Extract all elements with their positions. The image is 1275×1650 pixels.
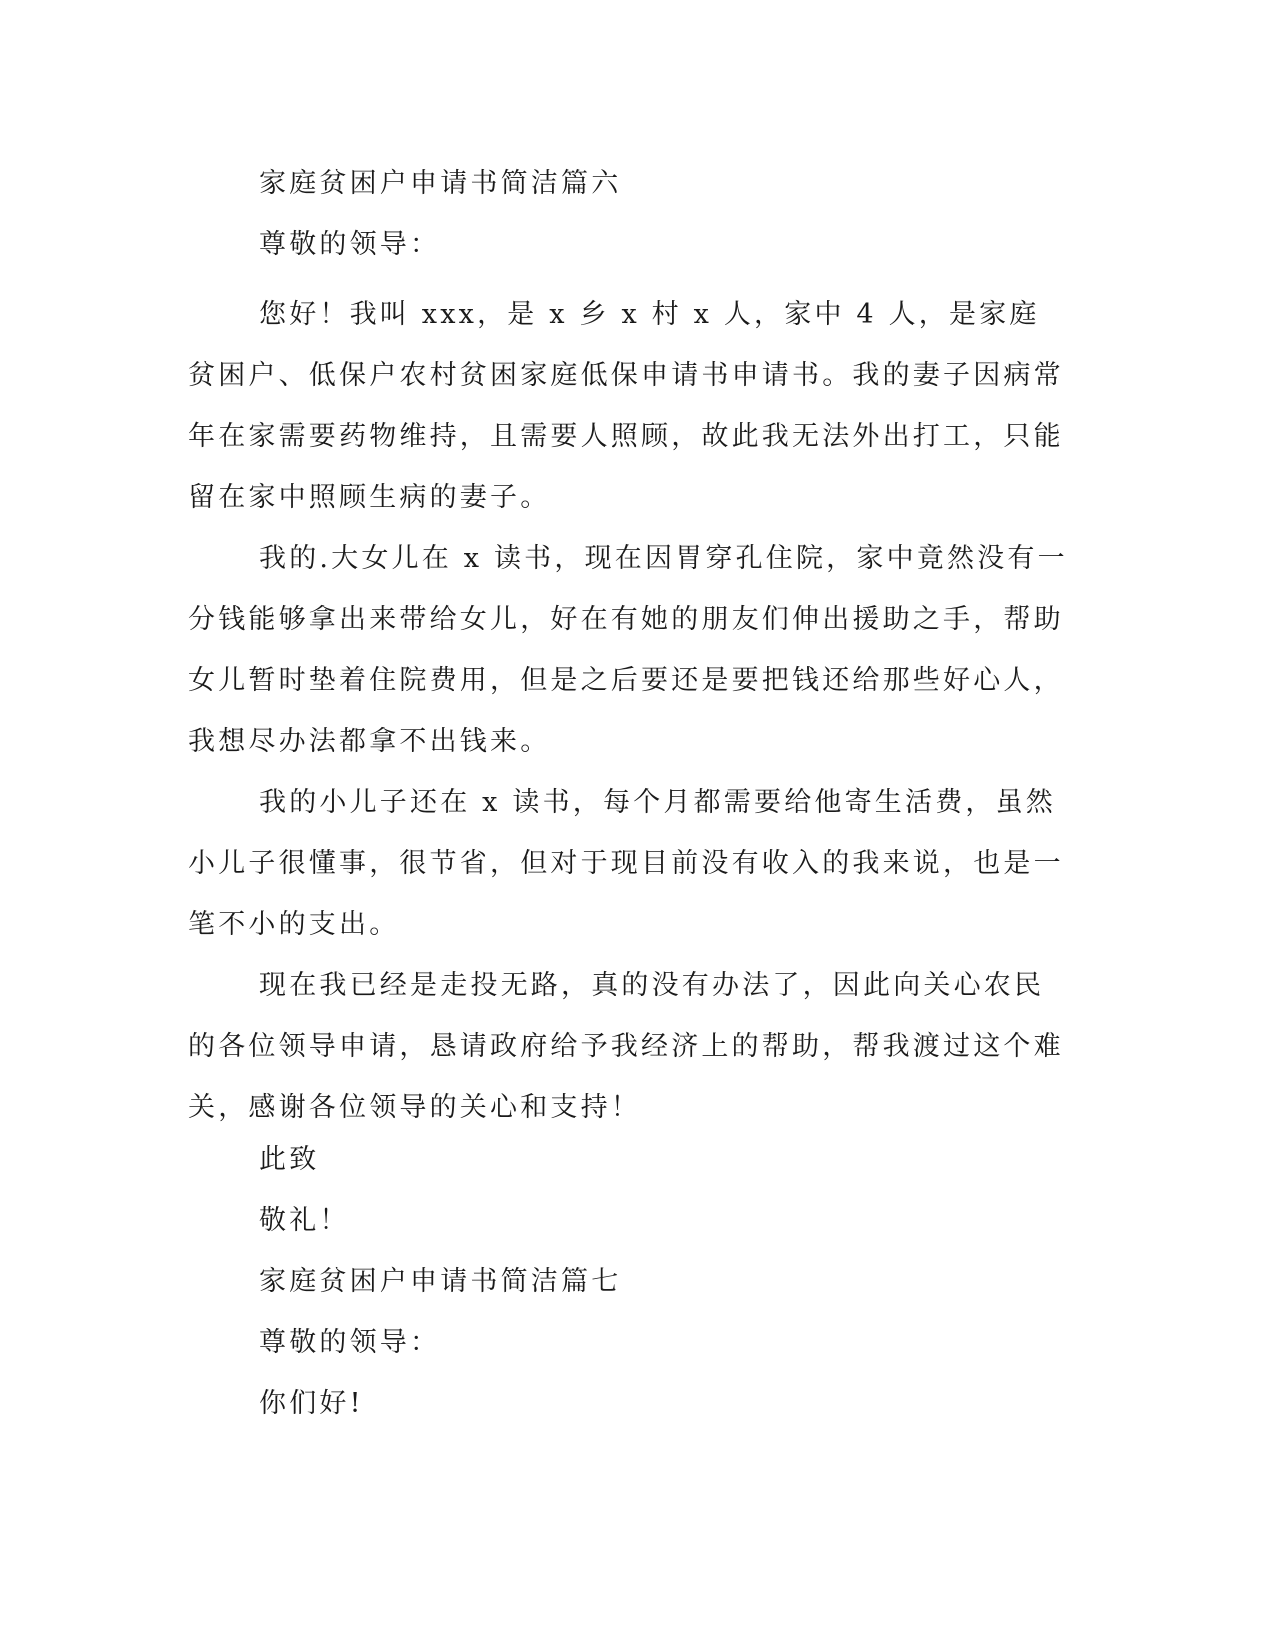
salutation-6: 尊敬的领导： xyxy=(259,229,441,260)
closing-ci-zhi: 此致 xyxy=(259,1144,320,1175)
paragraph-2: 我的.大女儿在 x 读书，现在因胃穿孔住院，家中竟然没有一分钱能够拿出来带给女儿，好在有她的朋友们伸出援助之手，帮助女儿暂时垫着住院费用，但是之后要还是要把钱还给那些好心人，我想尽办法都拿不出钱来。 xyxy=(188,543,1068,757)
paragraph-3: 我的小儿子还在 x 读书，每个月都需要给他寄生活费，虽然小儿子很懂事，很节省，但对于现目前没有收入的我来说，也是一笔不小的支出。 xyxy=(188,787,1064,940)
paragraph-1: 您好！我叫 xxx，是 x 乡 x 村 x 人，家中 4 人，是家庭贫困户、低保户农村贫困家庭低保申请书申请书。我的妻子因病常年在家需要药物维持，且需要人照顾，故此我无法外出打工，只能留在家中照顾生病的妻子。 xyxy=(188,299,1064,513)
paragraph-4: 现在我已经是走投无路，真的没有办法了，因此向关心农民的各位领导申请，恳请政府给予我经济上的帮助，帮我渡过这个难关，感谢各位领导的关心和支持！ xyxy=(188,970,1064,1123)
salutation-7: 尊敬的领导： xyxy=(259,1327,441,1358)
document-body xyxy=(188,162,1068,1443)
greeting-7: 你们好! xyxy=(259,1388,364,1419)
section-heading-7: 家庭贫困户申请书简洁篇七 xyxy=(259,1266,622,1297)
closing-jing-li: 敬礼！ xyxy=(259,1205,350,1236)
section-heading-6: 家庭贫困户申请书简洁篇六 xyxy=(259,168,622,199)
